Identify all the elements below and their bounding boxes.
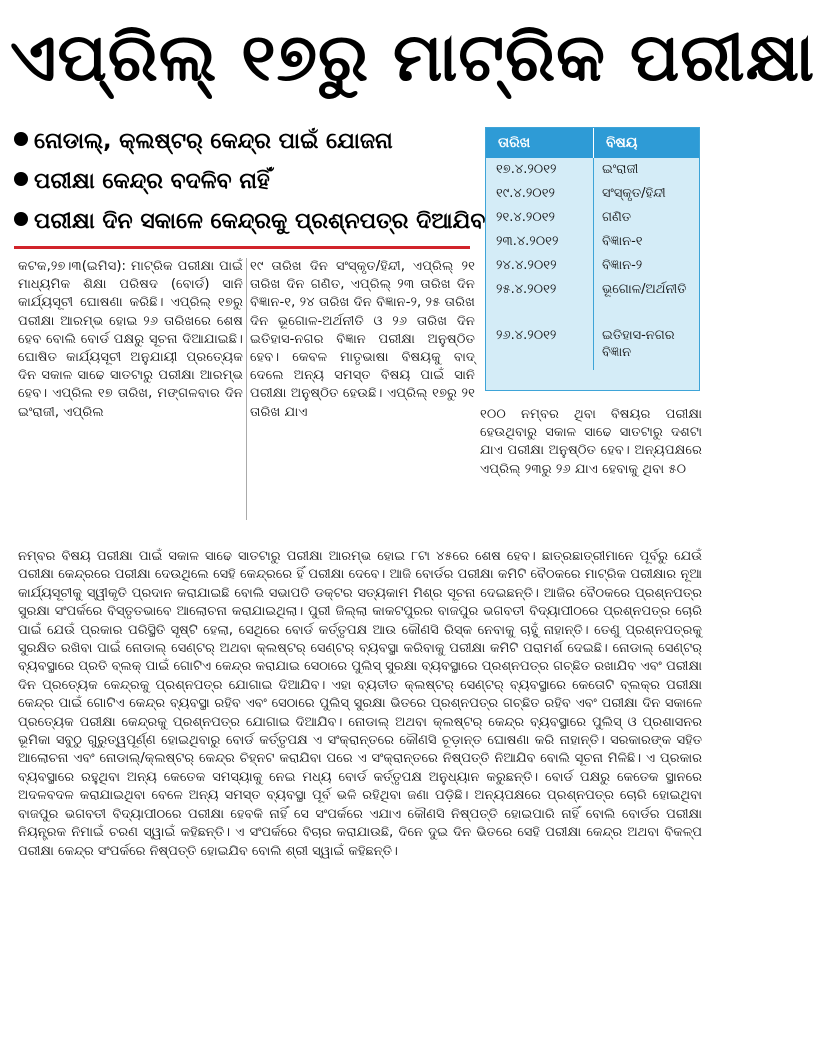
article-column-3: ୧୦୦ ନମ୍ବର ଥିବା ବିଷୟର ପରୀକ୍ଷା ହେଉଥିବାରୁ ସକାଳ ସାଢେ ସାତଟାରୁ ଦଶଟା ଯାଏ ପରୀକ୍ଷା ଅନୁଷ୍ଠିତ ହେବ। ଅନ୍ୟପକ୍ଷରେ ଏପ୍ରିଲ୍ ୨୩ରୁ ୨୬ ଯାଏ ହେବାକୁ ଥିବା ୫୦ [480,407,702,477]
schedule-table [485,127,700,391]
row-date: ୨୫.୪.୨୦୧୨ [486,278,594,324]
schedule-row [486,278,699,324]
row-date: ୨୪.୪.୨୦୧୨ [486,254,594,278]
schedule-row [486,158,699,182]
row-subject: ବିଜ୍ଞାନ-୨ [602,258,643,273]
subhead-3 [14,202,486,242]
row-date: ୧୭.୪.୨୦୧୨ [486,158,594,182]
header-subject: ବିଷୟ [606,135,638,151]
subhead-1-text: ନୋଡାଲ୍, କ୍ଲଷ୍ଟର୍ କେନ୍ଦ୍ର ପାଇଁ ଯୋଜନା [34,129,393,154]
subhead-2-text: ପରୀକ୍ଷା କେନ୍ଦ୍ର ବଦଳିବ ନାହିଁ [34,169,270,194]
subhead-3-text: ପରୀକ୍ଷା ଦିନ ସକାଳେ କେନ୍ଦ୍ରକୁ ପ୍ରଶ୍ନପତ୍ର ଦିଆଯିବ [34,209,486,234]
subheads [14,122,486,242]
schedule-header [486,128,699,158]
bullet-icon [14,212,28,226]
row-subject: ସଂସ୍କୃତ/ହିନ୍ଦୀ [602,186,666,201]
header-date: ତାରିଖ [486,128,594,158]
bullet-icon [14,172,28,186]
article-column-2: ୧୯ ତାରିଖ ଦିନ ସଂସ୍କୃତ/ହିନ୍ଦୀ, ଏପ୍ରିଲ୍ ୨୧ ତାରିଖ ଦିନ ଗଣିତ, ଏପ୍ରିଲ୍ ୨୩ ତାରିଖ ଦିନ ବିଜ୍ଞାନ-୧, ୨୪ ତାରିଖ ଦିନ ବିଜ୍ଞାନ-୨, ୨୫ ତାରିଖ ଦିନ ଭୂଗୋଳ-ଅର୍ଥନୀତି ଓ ୨୬ ତାରିଖ ଦିନ ଇତିହାସ-ନଗର ବିଜ୍ଞାନ ପରୀକ୍ଷା ଅନୁଷ୍ଠିତ ହେବ। କେବଳ ମାତୃଭାଷା ବିଷୟକୁ ବାଦ୍ ଦେଲେ ଅନ୍ୟ ସମସ୍ତ ବିଷୟ ପାଇଁ ସାନି ପରୀକ୍ଷା ଅନୁଷ୍ଠିତ ହେଉଛି। ଏପ୍ରିଲ୍ ୧୭ରୁ ୨୧ ତାରିଖ ଯାଏ [250,259,475,420]
article-column-1: କଟକ,୨୭।୩(ଇମିସ): ମାଟ୍ରିକ ପରୀକ୍ଷା ପାଇଁ ମାଧ୍ୟମିକ ଶିକ୍ଷା ପରିଷଦ (ବୋର୍ଡ) ସାନି କାର୍ଯ୍ୟସୂଚୀ ଘୋଷଣା କରିଛି। ଏପ୍ରିଲ୍ ୧୭ରୁ ପରୀକ୍ଷା ଆରମ୍ଭ ହୋଇ ୨୬ ତାରିଖରେ ଶେଷ ହେବ ବୋଲି ବୋର୍ଡ ପକ୍ଷରୁ ସୂଚନା ଦିଆଯାଇଛି। ଘୋଷିତ କାର୍ଯ୍ୟସୂଚୀ ଅନୁଯାୟୀ ପ୍ରତ୍ୟେକ ଦିନ ସକାଳ ସାଢେ ସାତଟାରୁ ପରୀକ୍ଷା ଆରମ୍ଭ ହେବ। ଏପ୍ରିଲ ୧୭ ତାରିଖ, ମଙ୍ଗଳବାର ଦିନ ଇଂରାଜୀ, ଏପ୍ରିଲ [18,259,243,420]
row-date: ୧୯.୪.୨୦୧୨ [486,182,594,206]
bullet-icon [14,132,28,146]
schedule-row [486,230,699,254]
schedule-row [486,254,699,278]
red-divider [14,246,470,249]
schedule-row [486,324,699,370]
subhead-2 [14,162,474,202]
row-subject: ଇଂରାଜୀ [602,162,639,177]
row-subject: ବିଜ୍ଞାନ-୧ [602,234,643,249]
row-date: ୨୩.୪.୨୦୧୨ [486,230,594,254]
row-date: ୨୬.୪.୨୦୧୨ [486,324,594,370]
row-subject: ଇତିହାସ-ନଗର ବିଜ୍ଞାନ [602,328,675,360]
row-date: ୨୧.୪.୨୦୧୨ [486,206,594,230]
schedule-row [486,206,699,230]
subhead-1 [14,122,474,162]
column-divider [246,258,247,520]
article-body: ନମ୍ବର ବିଷୟ ପରୀକ୍ଷା ପାଇଁ ସକାଳ ସାଢେ ସାତଟାରୁ ପରୀକ୍ଷା ଆରମ୍ଭ ହୋଇ ୮ଟା ୪୫ରେ ଶେଷ ହେବ। ଛାତ୍ରଛାତ୍ରୀମାନେ ପୂର୍ବରୁ ଯେଉଁ ପରୀକ୍ଷା କେନ୍ଦ୍ରରେ ପରୀକ୍ଷା ଦେଉଥିଲେ ସେହି କେନ୍ଦ୍ରରେ ହିଁ ପରୀକ୍ଷା ଦେବେ। ଆଜି ବୋର୍ଡର ପରୀକ୍ଷା କମିଟି ବୈଠକରେ ମାଟ୍ରିକ ପରୀକ୍ଷାର ନୂଆ କାର୍ଯ୍ୟସୂଚୀକୁ ସ୍ୱୀକୃତି ପ୍ରଦାନ କରାଯାଇଛି ବୋଲି ସଭାପତି ଡକ୍ଟର ସତ୍ୟକାମ ମିଶ୍ର ସୂଚନା ଦେଇଛନ୍ତି। ଆଜିର ବୈଠକରେ ପ୍ରଶ୍ନପତ୍ର ସୁରକ୍ଷା ସଂପର୍କରେ ବିସ୍ତୃତଭାବେ ଆଲୋଚନା କରାଯାଇଥିଲା। ପୁରୀ ଜିଲ୍ଲା କାକଟପୁରର ବାଜପୁର ଭଗବତୀ ବିଦ୍ୟାପୀଠରେ ପ୍ରଶ୍ନପତ୍ର ଚୋରି ପାଇଁ ଯେଉଁ ପ୍ରକାର ପରିସ୍ଥିତି ସୃଷ୍ଟି ହେଲା, ସେଥିରେ ବୋର୍ଡ କର୍ତ୍ତୃପକ୍ଷ ଆଉ କୌଣସି ରିସ୍କ ନେବାକୁ ଚାହୁଁ ନାହାନ୍ତି। ତେଣୁ ପ୍ରଶ୍ନପତ୍ରକୁ ସୁରକ୍ଷିତ ରଖିବା ପାଇଁ ନୋଡାଲ୍ ସେଣ୍ଟର୍ ଅଥବା କ୍ଲଷ୍ଟର୍ ସେଣ୍ଟର୍ ବ୍ୟବସ୍ଥା କରିବାକୁ ପରୀକ୍ଷା କମିଟି ପରାମର୍ଶ ଦେଇଛି। ନୋଡାଲ୍ ସେଣ୍ଟର୍ ବ୍ୟବସ୍ଥାରେ ପ୍ରତି ବ୍ଲକ୍ ପାଇଁ ଗୋଟିଏ କେନ୍ଦ୍ର କରାଯାଇ ସେଠାରେ ପୁଲିସ୍ ସୁରକ୍ଷା ବ୍ୟବସ୍ଥାରେ ପ୍ରଶ୍ନପତ୍ର ଗଚ୍ଛିତ ରଖାଯିବ ଏବଂ ପରୀକ୍ଷା ଦିନ ପ୍ରତ୍ୟେକ କେନ୍ଦ୍ରକୁ ପ୍ରଶ୍ନପତ୍ର ଯୋଗାଇ ଦିଆଯିବ। ଏହା ବ୍ୟତୀତ କ୍ଲଷ୍ଟର୍ ସେଣ୍ଟର୍ ବ୍ୟବସ୍ଥାରେ କେତୋଟି ବ୍ଲକ୍ର ପରୀକ୍ଷା କେନ୍ଦ୍ର ପାଇଁ ଗୋଟିଏ କେନ୍ଦ୍ର ବ୍ୟବସ୍ଥା ରହିବ ଏବଂ ସେଠାରେ ପୁଲିସ୍ ସୁରକ୍ଷା ଭିତରେ ପ୍ରଶ୍ନପତ୍ର ଗଚ୍ଛିତ ରହିବ ଏବଂ ପରୀକ୍ଷା ଦିନ ସକାଳେ ପ୍ରତ୍ୟେକ ପରୀକ୍ଷା କେନ୍ଦ୍ରକୁ ପ୍ରଶ୍ନପତ୍ର ଯୋଗାଇ ଦିଆଯିବ। ନୋଡାଲ୍ ଅଥବା କ୍ଲଷ୍ଟର୍ କେନ୍ଦ୍ର ବ୍ୟବସ୍ଥାରେ ପୁଲିସ୍ ଓ ପ୍ରଶାସନର ଭୂମିକା ସବୁଠୁ ଗୁରୁତ୍ୱପୂର୍ଣ୍ଣ ହୋଇଥିବାରୁ ବୋର୍ଡ କର୍ତ୍ତୃପକ୍ଷ ଏ ସଂକ୍ରାନ୍ତରେ କୌଣସି ଚୂଡ଼ାନ୍ତ ଘୋଷଣା କରି ନାହାନ୍ତି। ସରକାରଙ୍କ ସହିତ ଆଲୋଚନା ଏବଂ ନୋଡାଲ୍/କ୍ଲଷ୍ଟର୍ କେନ୍ଦ୍ର ଚିହ୍ନଟ କରାଯିବା ପରେ ଏ ସଂକ୍ରାନ୍ତରେ ନିଷ୍ପତ୍ତି ନିଆଯିବ ବୋଲି ସୂଚନା ମିଳିଛି। ଏ ପ୍ରକାର ବ୍ୟବସ୍ଥାରେ ରହୁଥିବା ଅନ୍ୟ କେତେକ ସମସ୍ୟାକୁ ନେଇ ମଧ୍ୟ ବୋର୍ଡ କର୍ତ୍ତୃପକ୍ଷ ଅନୁଧ୍ୟାନ କରୁଛନ୍ତି। ବୋର୍ଡ ପକ୍ଷରୁ କେତେକ ସ୍ଥାନରେ ଅଦଳବଦଳ କରାଯାଇଥିବା ବେଳେ ଅନ୍ୟ ସମସ୍ତ ବ୍ୟବସ୍ଥା ପୂର୍ବ ଭଳି ରହିଥିବା ଜଣା ପଡ଼ିଛି। ଅନ୍ୟପକ୍ଷରେ ପ୍ରଶ୍ନପତ୍ର ଚୋରି ହୋଇଥିବା ବାଜପୁର ଭଗବତୀ ବିଦ୍ୟାପୀଠରେ ପରୀକ୍ଷା ହେବକି ନାହିଁ ସେ ସଂପର୍କରେ ଏଯାଏ କୌଣସି ନିଷ୍ପତ୍ତି ହୋଇପାରି ନାହିଁ ବୋଲି ବୋର୍ଡର ପରୀକ୍ଷା ନିୟନ୍ତ୍ରକ ନିମାଇଁ ଚରଣ ସ୍ୱାଇଁ କହିଛନ୍ତି। ଏ ସଂପର୍କରେ ବିଚାର କରାଯାଉଛି, ଦିନେ ଦୁଇ ଦିନ ଭିତରେ ସେହି ପରୀକ୍ଷା କେନ୍ଦ୍ର ଅଥବା ବିକଳ୍ପ ପରୀକ୍ଷା କେନ୍ଦ୍ର ସଂପର୍କରେ ନିଷ୍ପତ୍ତି ହୋଇଯିବ ବୋଲି ଶ୍ରୀ ସ୍ୱାଇଁ କହିଛନ୍ତି। [18,549,702,859]
headline: ଏପ୍ରିଲ୍ ୧୭ରୁ ମାଟ୍ରିକ ପରୀକ୍ଷା [10,19,815,96]
row-subject: ଗଣିତ [602,210,632,225]
schedule-row [486,182,699,206]
row-subject: ଭୂଗୋଳ/ଅର୍ଥନୀତି [602,282,687,297]
